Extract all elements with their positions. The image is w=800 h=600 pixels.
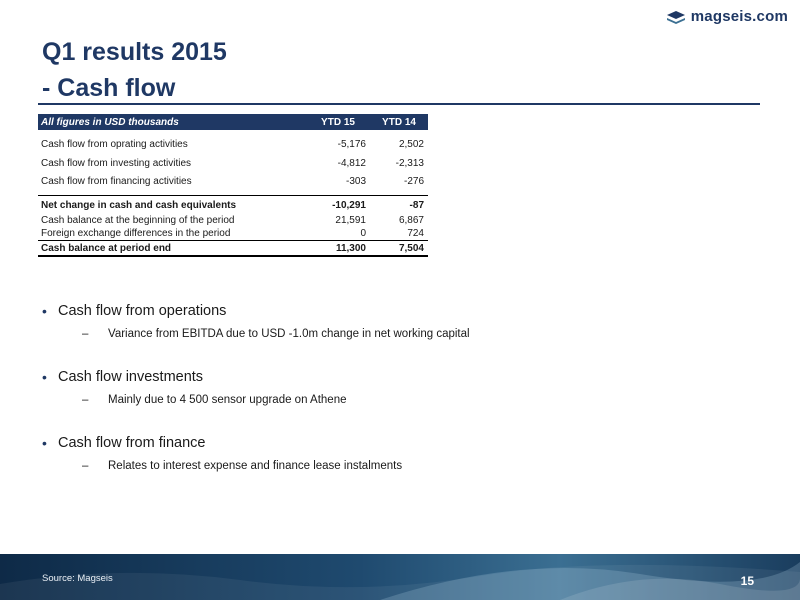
table-row [38,227,428,241]
table-header-label: All figures in USD thousands [38,114,306,130]
row-ytd15: -10,291 [306,196,370,215]
dash-icon: – [82,328,89,340]
bullet-item [42,432,742,454]
brand-logo [665,8,788,25]
table-row [38,214,428,227]
row-ytd15: -5,176 [337,139,366,150]
row-ytd15: 11,300 [306,241,370,257]
row-ytd14: -2,313 [395,157,424,169]
row-ytd15: 21,591 [335,215,366,226]
row-ytd14: -276 [403,175,424,187]
sub-bullet-item [82,322,742,346]
table-row [38,154,428,172]
page-number: 15 [740,574,754,588]
sub-bullet-item [82,388,742,412]
row-ytd14: 724 [407,228,424,239]
table-header-row [38,114,428,130]
row-ytd14: 6,867 [398,215,424,226]
sub-bullet-text: Variance from EBITDA due to USD -1.0m change in net working capital [108,328,470,340]
bullet-dot-icon: • [42,369,47,385]
table-row-period-end [38,241,428,257]
row-label: Cash flow from oprating activities [41,139,188,150]
title-divider [38,103,760,105]
row-ytd15: -303 [345,175,366,187]
row-label: Cash flow from investing activities [41,157,192,169]
row-ytd14: 2,502 [398,139,424,150]
bullet-dot-icon: • [42,435,47,451]
table-header-ytd15: YTD 15 [306,114,370,130]
bullet-text: Cash flow investments [58,369,204,385]
table-row-net-change [38,196,428,215]
bullet-dot-icon: • [42,303,47,319]
row-label: Foreign exchange differences in the period [41,228,231,239]
bullet-text: Cash flow from finance [58,435,206,451]
wave-background [0,554,800,600]
bullet-item [42,366,742,388]
dash-icon: – [82,460,89,472]
row-ytd14: 7,504 [370,241,428,257]
table-row [38,135,428,154]
row-label: Cash balance at the beginning of the period [41,215,235,226]
row-ytd15: 0 [360,228,366,239]
table-row [38,172,428,190]
footer-banner [0,554,800,600]
logo-text: magseis.com [690,8,788,25]
magseis-logo-icon [665,9,687,25]
sub-bullet-text: Mainly due to 4 500 sensor upgrade on Athene [108,394,347,406]
slide-title-line1: Q1 results 2015 [42,38,227,66]
row-label: Net change in cash and cash equivalents [38,196,306,215]
cash-flow-table [38,114,428,257]
row-label: Cash flow from financing activities [41,175,192,187]
bullet-item [42,300,742,322]
sub-bullet-item [82,454,742,478]
bullet-list [42,300,742,498]
dash-icon: – [82,394,89,406]
row-label: Cash balance at period end [38,241,306,257]
table-header-ytd14: YTD 14 [370,114,428,130]
bullet-text: Cash flow from operations [58,303,227,319]
slide-title-line2: - Cash flow [42,74,176,102]
row-ytd14: -87 [370,196,428,215]
row-ytd15: -4,812 [337,157,366,169]
source-note: Source: Magseis [42,573,113,584]
slide-title [42,34,227,106]
sub-bullet-text: Relates to interest expense and finance lease instalments [108,460,403,472]
